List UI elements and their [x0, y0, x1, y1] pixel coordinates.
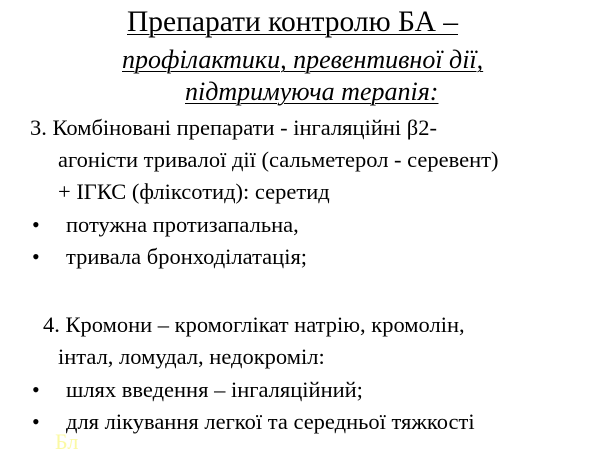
section-4-heading-line-2: інтал, ломудал, недокроміл:: [58, 344, 325, 369]
section-4-heading-line-1: 4. Кромони – кромоглікат натрію, кромолін,: [43, 312, 465, 337]
section-3-bullet-1: потужна протизапальна,: [66, 212, 299, 237]
slide-title-line-1: Препарати контролю БА –: [127, 6, 459, 38]
bullet-icon: •: [32, 377, 40, 402]
overflow-text-fragment: Бл: [55, 429, 79, 454]
section-3-heading-line-1: 3. Комбіновані препарати - інгаляційні β2-: [30, 115, 437, 140]
slide-title-line-3: підтримуюча терапія:: [185, 77, 439, 106]
section-3-heading-line-2: агоністи тривалої дії (сальметерол - серевент): [58, 147, 499, 172]
slide-title-line-2: профілактики, превентивної дії,: [122, 45, 484, 74]
bullet-icon: •: [32, 212, 40, 237]
section-4-bullet-1: шлях введення – інгаляційний;: [66, 377, 363, 402]
section-3-bullet-2: тривала бронходілатація;: [66, 244, 308, 269]
bullet-icon: •: [32, 409, 40, 434]
bullet-icon: •: [32, 244, 40, 269]
section-4-bullet-2: для лікування легкої та середньої тяжкості: [66, 409, 475, 434]
section-3-heading-line-3: + ІГКС (фліксотид): серетид: [58, 179, 330, 204]
